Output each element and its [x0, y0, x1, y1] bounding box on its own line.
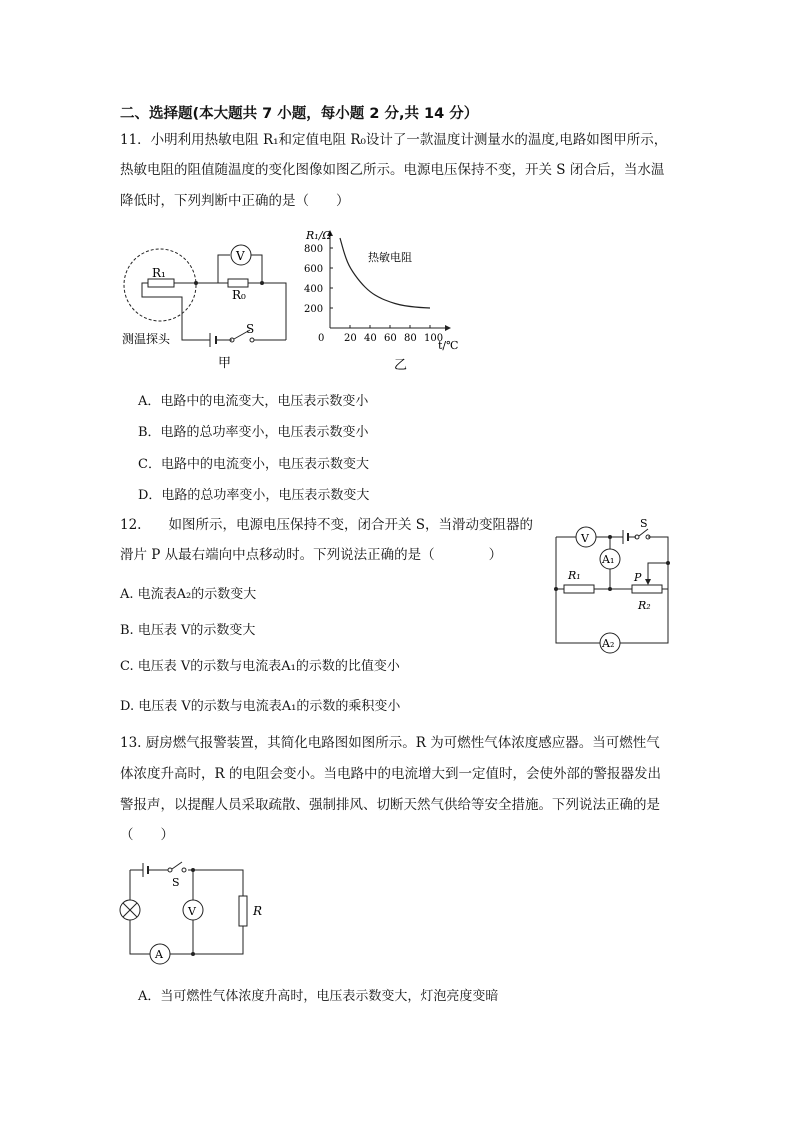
q11-circuit-jia	[110, 235, 300, 375]
q13-r-label: R	[253, 904, 263, 918]
q11-option-a[interactable]: A．电路中的电流变大，电压表示数变小	[138, 394, 369, 409]
chart-x-tick-label: 100	[424, 333, 444, 344]
q12-r2-label: R₂	[638, 599, 651, 612]
jia-voltmeter-label: V	[236, 249, 245, 263]
jia-probe-label: 测温探头	[122, 332, 171, 346]
q12-line-1: 12. 如图所示，电源电压保持不变，闭合开关 S，当滑动变阻器的	[120, 517, 534, 533]
q13-line-4: （ ）	[120, 827, 174, 843]
chart-series-line	[340, 238, 430, 308]
chart-y-tick-label: 600	[304, 264, 324, 275]
chart-y-tick-label: 400	[304, 284, 324, 295]
q12-voltmeter-label: V	[581, 532, 589, 545]
q12-option-a[interactable]: A. 电流表A₂的示数变大	[120, 587, 257, 602]
yi-caption: 乙	[394, 358, 408, 373]
q11-chart-yi	[300, 228, 470, 376]
q12-p-label: P	[634, 571, 642, 584]
chart-xlabel: t/℃	[438, 339, 459, 352]
q12-option-c[interactable]: C. 电压表 V的示数与电流表A₁的示数的比值变小	[120, 659, 400, 674]
jia-r0-label: R₀	[232, 288, 246, 302]
q11-line-1: 11．小明利用热敏电阻 R₁和定值电阻 R₀设计了一款温度计测量水的温度,电路如图甲所示，	[120, 132, 668, 148]
q13-switch-label: S	[172, 876, 180, 889]
q12-option-b[interactable]: B. 电压表 V的示数变大	[120, 623, 256, 638]
chart-series-label: 热敏电阻	[368, 251, 412, 264]
q12-switch-label: S	[640, 517, 648, 530]
q12-a1-label: A₁	[602, 553, 615, 566]
jia-r1-label: R₁	[152, 266, 166, 280]
q11-option-b[interactable]: B．电路的总功率变小，电压表示数变小	[138, 425, 369, 440]
section-title: 二、选择题(本大题共 7 小题，每小题 2 分,共 14 分）	[120, 106, 479, 122]
chart-y-tick-label: 800	[304, 244, 324, 255]
q13-circuit	[118, 858, 268, 973]
q12-a2-label: A₂	[602, 637, 615, 650]
q13-voltmeter-label: V	[188, 905, 196, 918]
jia-caption: 甲	[218, 356, 232, 371]
chart-x-tick-label: 80	[404, 333, 417, 344]
q13-line-1: 13. 厨房燃气报警装置，其简化电路图如图所示。R 为可燃性气体浓度感应器。当可燃性气	[120, 735, 660, 751]
q13-option-a[interactable]: A．当可燃性气体浓度升高时，电压表示数变大，灯泡亮度变暗	[138, 989, 499, 1004]
q12-option-d[interactable]: D. 电压表 V的示数与电流表A₁的示数的乘积变小	[120, 699, 401, 714]
q13-line-3: 警报声，以提醒人员采取疏散、强制排风、切断天然气供给等安全措施。下列说法正确的是	[120, 797, 660, 813]
q11-line-3: 降低时，下列判断中正确的是（ ）	[120, 193, 350, 209]
jia-switch-label: S	[246, 322, 255, 336]
chart-x-tick-label: 40	[364, 333, 377, 344]
chart-x-tick-label: 20	[344, 333, 357, 344]
chart-x-arrow	[445, 325, 451, 331]
chart-x-tick-label: 60	[384, 333, 397, 344]
q12-r1-label: R₁	[568, 569, 581, 582]
chart-ylabel: R₁/Ω	[306, 229, 332, 242]
q11-line-2: 热敏电阻的阻值随温度的变化图像如图乙所示。电源电压保持不变，开关 S 闭合后，当水温	[120, 162, 665, 178]
q11-option-d[interactable]: D．电路的总功率变小，电压表示数变大	[138, 488, 370, 503]
q11-option-c[interactable]: C．电路中的电流变小，电压表示数变大	[138, 457, 369, 472]
q12-circuit	[548, 515, 678, 655]
chart-x-tick-label: 0	[318, 333, 325, 344]
chart-y-tick-label: 200	[304, 304, 324, 315]
q12-line-2: 滑片 P 从最右端向中点移动时。下列说法正确的是（ ）	[120, 547, 503, 563]
q13-ammeter-label: A	[155, 948, 163, 961]
q13-line-2: 体浓度升高时，R 的电阻会变小。当电路中的电流增大到一定值时，会使外部的警报器发出	[120, 766, 661, 782]
